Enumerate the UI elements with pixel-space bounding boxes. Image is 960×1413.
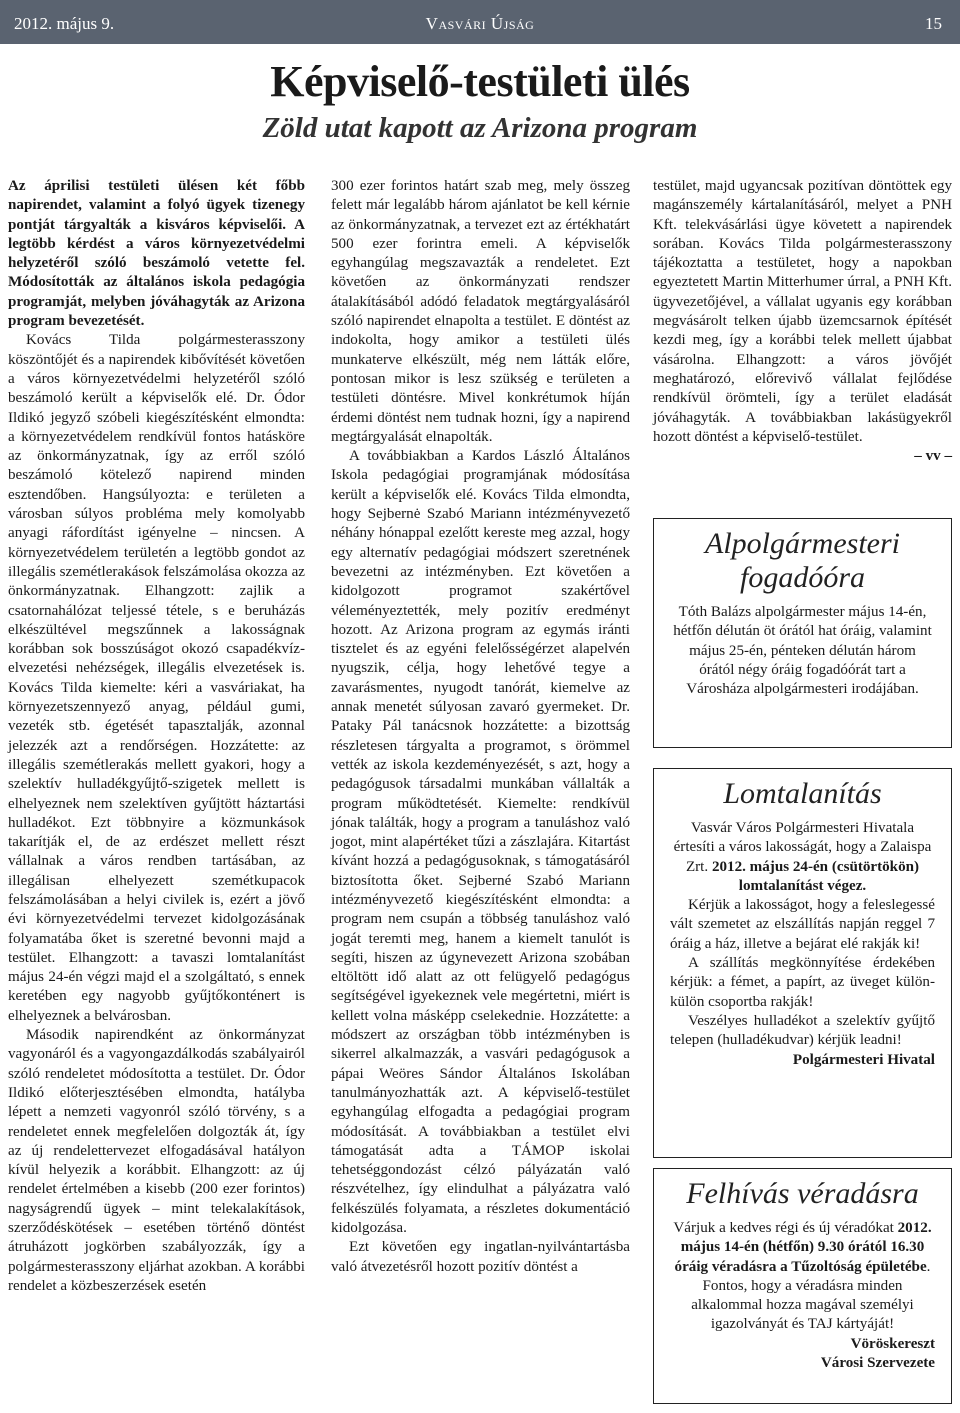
notice-intro-end: . (926, 1258, 931, 1275)
notice-intro-text: Vasvár Város Polgármesteri Hivatala értesíti a város lakosságát, hogy a Zalaispa Zrt. (673, 820, 932, 875)
notice-intro-highlight: 2012. május 14-én (hétfőn) 9.30 órától 16.30 óráig véradásra a Tűzoltóság épületébe (674, 1220, 932, 1275)
newspaper-name: Vasvári Újság (425, 14, 535, 33)
article-lead: Az áprilisi testületi ülésen két főbb napirendet, valamint a folyó ügyek tizenegy pontját tárgyalták a kisváros képviselői. A legtöbb kérdést a város környezetvédelmi helyzetéről szóló beszámoló vetette fel. Módosították az általános iskola pedagógia programját, melyben jóváhagyták az Arizona program bevezetését. (8, 178, 305, 330)
article-paragraph: A továbbiakban a Kardos László Általános Iskola pedagógiai programjának módosítása került a képviselők elé. Kovács Tilda elmondta, hogy Sejbernė Szabó Mariann intézményvezető néhány hónappal ezelőtt kereste meg azzal, hogy egy alternatív pedagógiai módszert szeretnének bevezetni az intézményben. Ezt követően a kidolgozott programot szakértővel véleményeztették, mely pozitív eredményt hozott. Az Arizona program az egymás iránti tisztelet és az egyéni felelősségérzet alapelvén nyugszik, célja, hogy lehetővé tegye a zavarásmentes, nyugodt tanórát, kiemelve az annak menetét súlyosan zavaró gyermeket. Dr. Pataky Pál tanácsnok hozzátette: a bizottság részletesen tárgyalta a programot, s örömmel vették az iskola kezdeményezését, s azt, hogy a pedagógusok társadalmi munkában vállalták a program működtetését. Kiemelte: rendkívül jónak találták, hogy a program a tanuláshoz való jogot, mint alapértéket tűzi a zászlajára. Kitartást kívánt hozzá a pedagógusoknak, s támogatásáról biztosította őket. Sejberné Szabó Mariann intézményvezető kiegészítésként elmondta: a program nem csupán a többség tanuláshoz való jogát teremti meg, hanem a kiemelt tanulót is segíti, hiszen az úgynevezett Arizona szobában eltöltött idő alatt az ott felügyelő pedagógus segítségével igyekeznek vele megértetni, miért is kellett volna másképp cselekednie. Hozzátette: a módszert az országban több intézményben is sikerrel alkalmazzák, a vasvári pedagógusok a pápai Weöres Sándor Általános Iskolában tanulmányozhatták azt. A képviselő-testület egyhangúlag elfogadta a pedagógiai program módosítását. A továbbiakban a testület elvi támogatását adta a TÁMOP iskolai tehetséggondozást célzó pályázatán való részvételhez, így elindulhat a pályázatra való felkészülés folyamata, a részletes dokumentáció kidolgozása. (331, 448, 630, 1237)
notice-text: A szállítás megkönnyítése érdekében kérjük: a fémet, a papírt, az üveget külön-külön csoportba rakják! (670, 955, 935, 1010)
notice-intro-highlight: 2012. május 24-én (csütörtökön) lomtalanítást végez. (711, 858, 920, 894)
notice-title: Felhívás véradásra (686, 1177, 919, 1210)
notice-signature-line-2: Városi Szervezete (820, 1355, 935, 1372)
notice-box-deputy-mayor (653, 518, 952, 748)
article-paragraph: 300 ezer forintos határt szab meg, mely összeg felett már legalább három ajánlatot be kell kérnie az önkormányzatnak, a tervezet ezt az értékhatárt 500 ezer forintra emeli. A képviselők egyhangúlag megszavazták a rendeletet. Ezt követően az önkormányzati rendszer átalakításából adódó feladatok megtárgyalásáról szóló napirendet elnapolta a testület. E döntést az indokolta, hogy amikor a testületi ülés munkaterve elkészült, még nem látták előre, pontosan mikor is lesz szükség e területen a testületi döntésre. Mivel konkrétumok híján érdemi döntést nem tudnak hozni, így a napirend megtárgyalását elnapolták. (331, 178, 630, 445)
article-column-3 (653, 177, 952, 466)
notice-text: Veszélyes hulladékot a szelektív gyűjtő telepen (hulladékudvar) kérjük leadni! (670, 1012, 935, 1049)
article-paragraph: Második napirendként az önkormányzat vagyonáról és a vagyongazdálkodás szabályairól szóló rendeletet módosította a testület. Dr. Ódor Ildikó előterjesztésében elmondta, hatályba lépett a nemzeti vagyonról szóló törvény, s a rendeletet ennek megfelelően dolgozták át, így az új rendelettervezet elfogadásával hatályon kívül helyezik a korábbit. Elhangzott: az új rendelet értelmében a kisebb (200 ezer forintos) nagyságrendű ügyek – mint telekalakítások, szerződéskötések – esetében történő döntést átruházott jogkörben szabályozzák, így a polgármesterasszony eljárhat azokban. A korábbi rendelet a közbeszerzések esetén (8, 1027, 305, 1294)
page-header (0, 0, 960, 44)
article-paragraph: testület, majd ugyancsak pozitívan döntöttek egy magánszemély kártalanításáról, melyet a PNH Kft. telekvásárlási ügye követett a napirendek sorában. Kovács Tilda polgármesterasszony tájékoztatta a testületet, hogy a napokban egyeztetett Martin Mitterhumer úrral, a PNH Kft. ügyvezetőjével, a vállalat ugyanis egy korábban megvásárolt telken újabb üzemcsarnok építését kezdi meg, így a korábbi telek mellett újabbat vásárolna. Elhangzott: a város jövőjét meghatározó, előrevivő vállalat fejlődése rendkívül örömteli, így a terület eladását jóváhagyták. A továbbiakban lakásügyekről hozott döntést a képviselő-testület. (653, 178, 952, 445)
notice-signature: Polgármesteri Hivatal (792, 1051, 935, 1068)
notice-title: Alpolgármesteri fogadóóra (705, 527, 900, 594)
notice-box-bulky-waste (653, 768, 952, 1158)
article-column-2 (331, 177, 630, 1277)
article-paragraph: Ezt követően egy ingatlan-nyilvántartásba való átvezetésről hozott pozitív döntést a (331, 1239, 630, 1275)
article-column-1 (8, 177, 305, 1296)
issue-date: 2012. május 9. (14, 14, 115, 33)
notice-intro (670, 819, 935, 896)
page-number: 15 (925, 14, 942, 33)
author-signature: – vv – (914, 448, 952, 465)
notice-text: Tóth Balázs alpolgármester május 14-én, hétfőn délután öt órától hat óráig, valamint május 25-én, pénteken délután három órától négy óráig fogadóórát tart a Városháza alpolgármesteri irodájában. (673, 604, 932, 698)
notice-title: Lomtalanítás (723, 777, 882, 810)
notice-intro (670, 1219, 935, 1277)
article-paragraph: Kovács Tilda polgármesterasszony köszöntőjét és a napirendek kibővítését követően a város környezetvédelmi helyzetéről szóló beszámoló került a képviselők elé. Dr. Ódor Ildikó jegyző szóbeli kiegészítésként elmondta: a környezetvédelem rendkívül fontos hatásköre az önkormányzatnak, így az erről szóló beszámoló kötelező napirend minden esztendőben. Hangsúlyozta: e területen a városban súlyos probléma mely komolyabb anyagi ráfordítást igényelne – nincsen. A környezetvédelem területén a legtöbb gondot az illegális szemétlerakások felszámolása okozza az önkormányzatnak. Elhangzott: zajlik a csatornahálózat teljessé tétele, s e beruházás elkészültével megszűnnek a lakosságnak korábban sok bosszúságot okozó csapadékvíz-elvezetési nehézségek, illegális elvezetések is. Kovács Tilda kiemelte: kéri a vasváriakat, ha környezetszennyező anyag, például gumi, vezeték stb. égetését tapasztalják, azonnal jelezzék azt a rendőrségen. Hozzátette: az illegális szemétlerakás mellett gyakori, hogy a szelektív hulladékgyűjtő-szigetek mellett is elhelyeznek nem szelektíven gyűjtött háztartási hulladékot. Ezt többnyire a közmunkások takarítják el, de az erdészet mellett részt vállalnak a város rendben tartásában, az illegálisan elhelyezett szemétkupacok felszámolásában a helyi civilek is, ezért a jövő évi környezetvédelmi tervezet kidolgozásának folyamatába őket is szeretné bevonni majd a testület. Elhangzott: a tavaszi lomtalanítást május 24-én végzi majd el a szolgáltató, s ennek keretében egy nagyobb gyűjtőkonténert is elhelyeznek a belvárosban. (8, 332, 305, 1024)
notice-intro-text: Várjuk a kedves régi és új véradókat (673, 1220, 898, 1236)
notice-text: Kérjük a lakosságot, hogy a feleslegessé vált szemetet az elszállítás napján reggel 7 óráig a ház, illetve a bejárat elé rakják ki! (670, 897, 935, 952)
article-subtitle: Zöld utat kapott az Arizona program (262, 112, 698, 144)
article-title: Képviselő-testületi ülés (270, 57, 690, 106)
notice-text: Fontos, hogy a véradásra minden alkalommal hozza magával személyi igazolványát és TAJ kártyáját! (691, 1277, 914, 1333)
notice-signature-line-1: Vöröskereszt (850, 1335, 935, 1352)
notice-box-blood-donation (653, 1168, 952, 1404)
